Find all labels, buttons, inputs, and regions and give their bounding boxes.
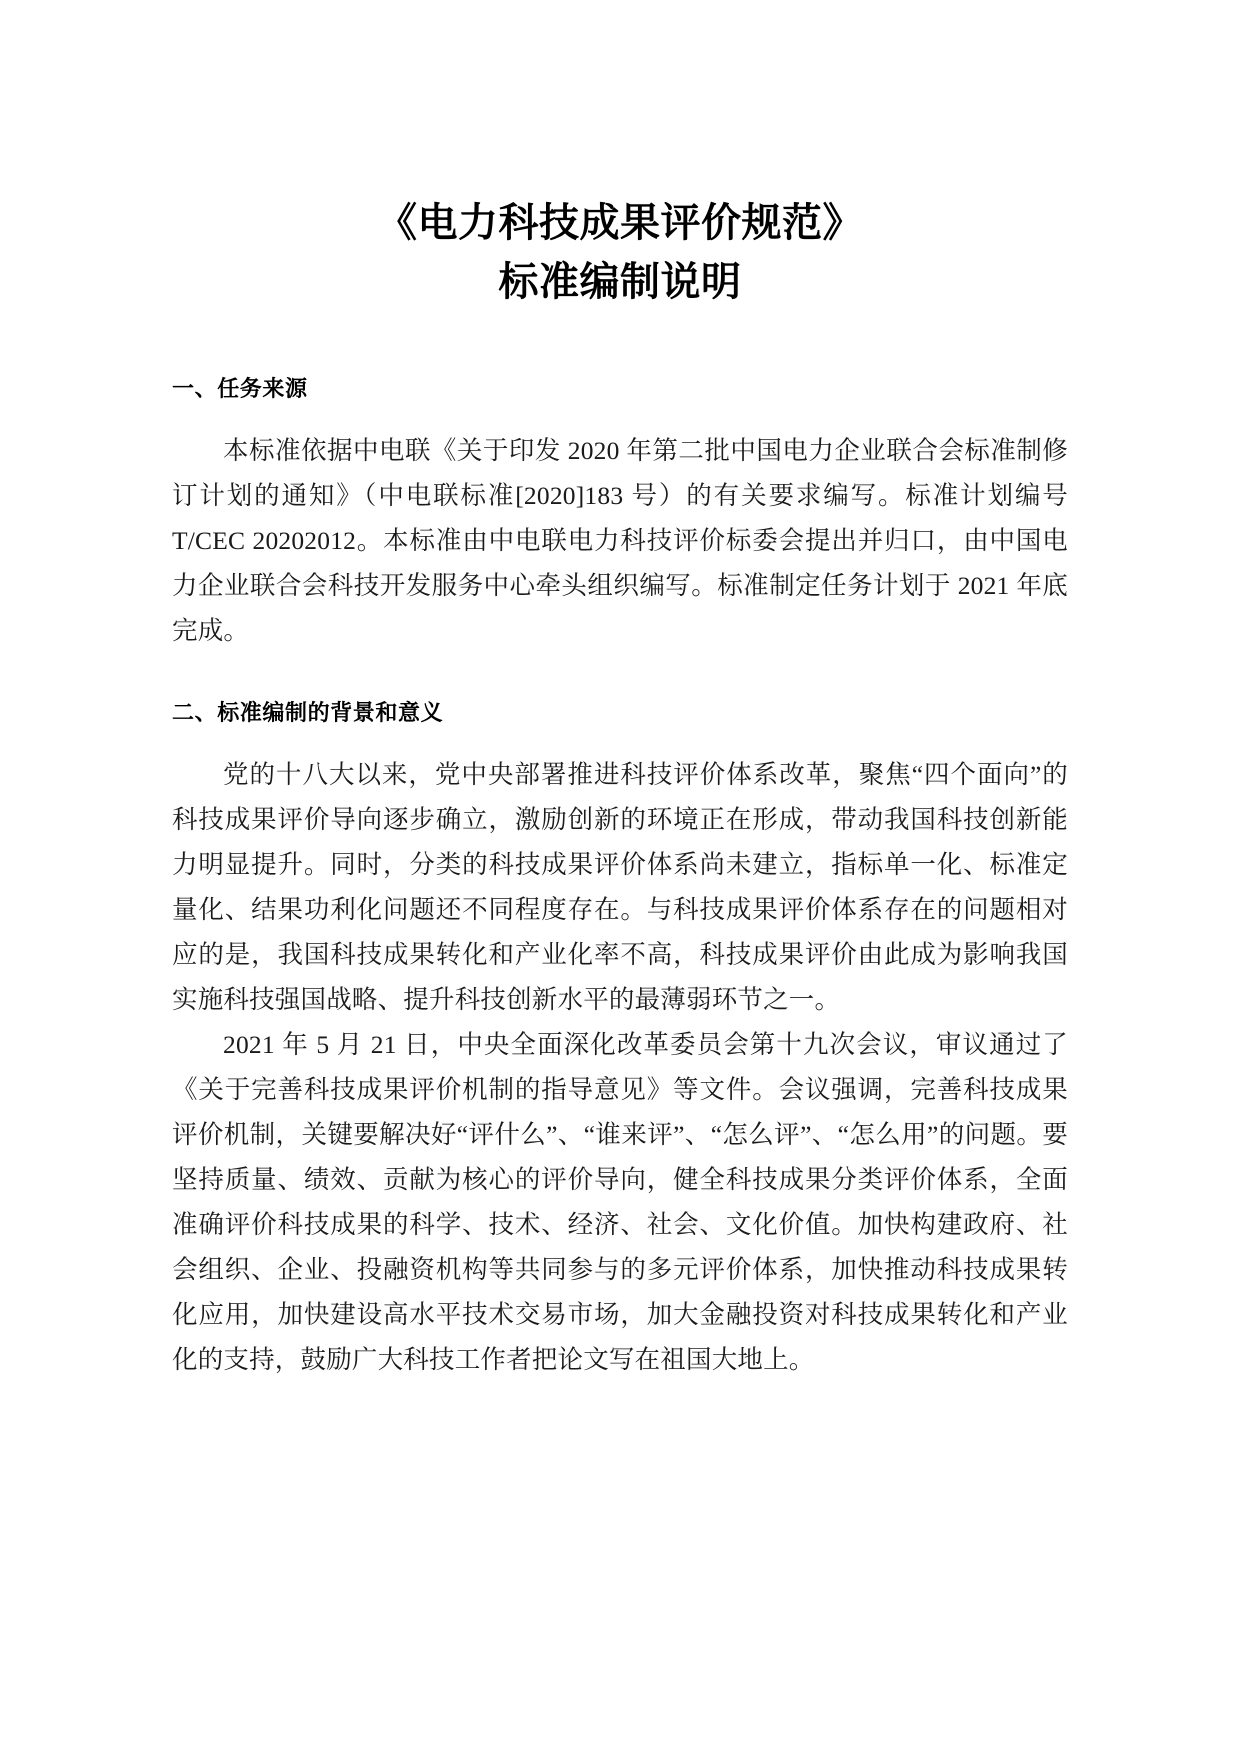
- section-1-paragraph-1: 本标准依据中电联《关于印发 2020 年第二批中国电力企业联合会标准制修订计划的通知》（中电联标准[2020]183 号）的有关要求编写。标准计划编号 T/CEC 20202012。本标准由中电联电力科技评价标委会提出并归口，由中国电力企业联合会科技开发服务中心牵头组织编写。标准制定任务计划于 2021 年底完成。: [172, 435, 1068, 645]
- document-title-line-2: 标准编制说明: [498, 258, 742, 305]
- heading-1-spacer: [172, 406, 1068, 428]
- document-content: [172, 0, 1068, 1382]
- section-2-paragraph-2: 2021 年 5 月 21 日，中央全面深化改革委员会第十九次会议，审议通过了《关于完善科技成果评价机制的指导意见》等文件。会议强调，完善科技成果评价机制，关键要解决好“评什么”、“谁来评”、“怎么评”、“怎么用”的问题。要坚持质量、绩效、贡献为核心的评价导向，健全科技成果分类评价体系，全面准确评价科技成果的科学、技术、经济、社会、文化价值。加快构建政府、社会组织、企业、投融资机构等共同参与的多元评价体系，加快推动科技成果转化应用，加快建设高水平技术交易市场，加大金融投资对科技成果转化和产业化的支持，鼓励广大科技工作者把论文写在祖国大地上。: [172, 1029, 1068, 1374]
- section-2-paragraph-1: 党的十八大以来，党中央部署推进科技评价体系改革，聚焦“四个面向”的科技成果评价导向逐步确立，激励创新的环境正在形成，带动我国科技创新能力明显提升。同时，分类的科技成果评价体系尚未建立，指标单一化、标准定量化、结果功利化问题还不同程度存在。与科技成果评价体系存在的问题相对应的是，我国科技成果转化和产业化率不高，科技成果评价由此成为影响我国实施科技强国战略、提升科技创新水平的最薄弱环节之一。: [172, 759, 1068, 1014]
- heading-2-spacer: [172, 730, 1068, 752]
- document-title-line-1: 《电力科技成果评价规范》: [377, 200, 863, 246]
- section-heading-2: 二、标准编制的背景和意义: [172, 700, 444, 726]
- section-heading-1: 一、任务来源: [172, 376, 308, 402]
